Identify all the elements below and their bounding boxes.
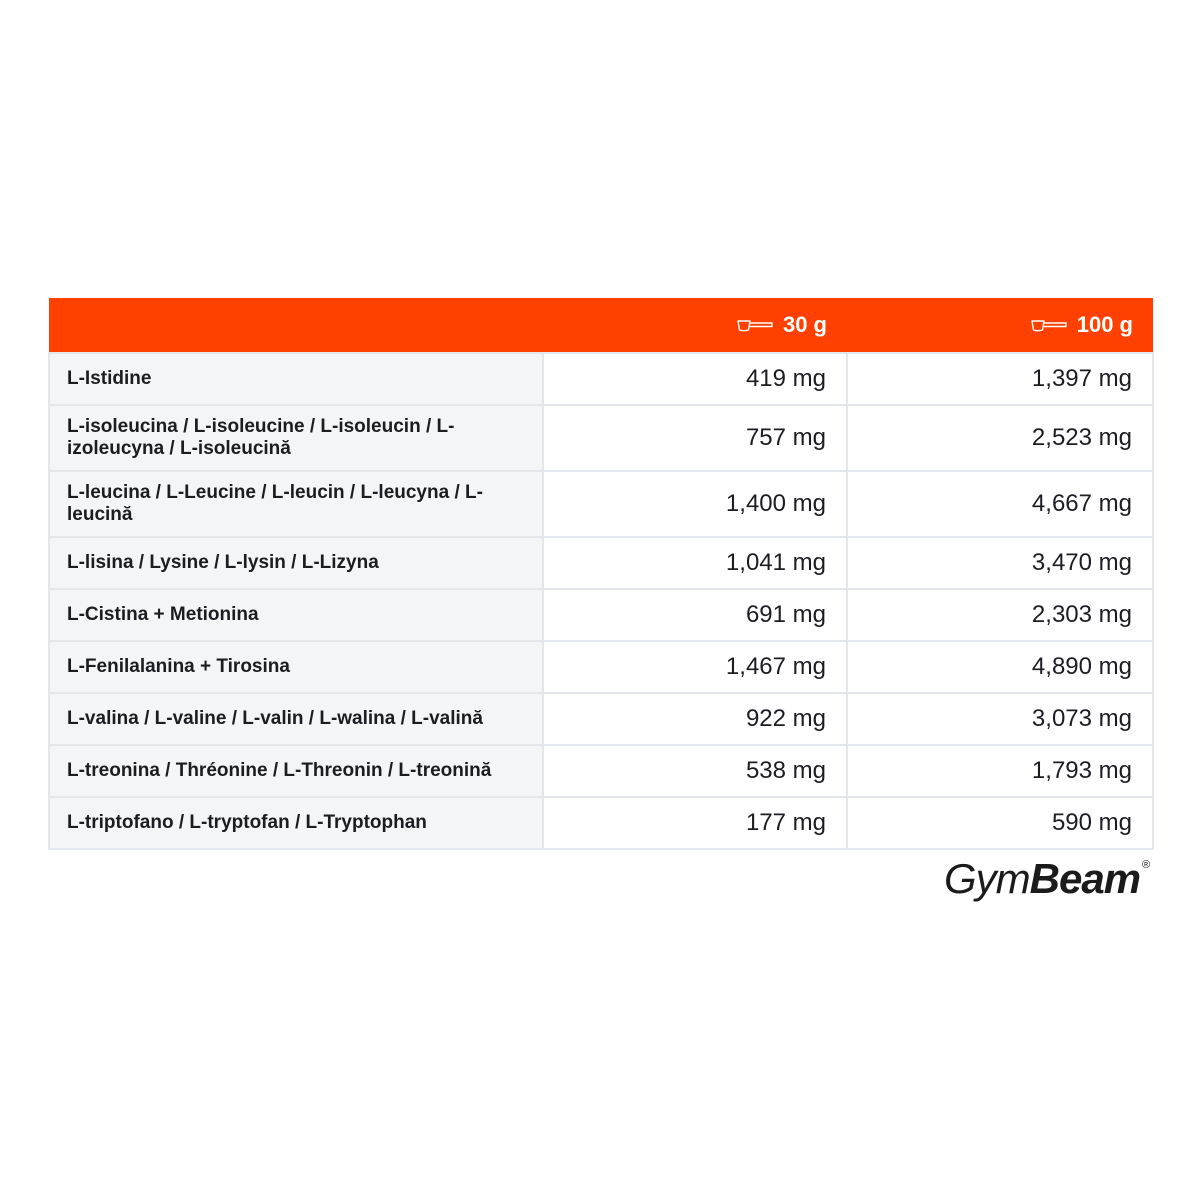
value-30g: 757 mg [543,405,847,471]
value-30g: 1,400 mg [543,471,847,537]
value-100g: 3,073 mg [847,693,1153,745]
header-name-column [49,298,543,353]
registered-mark: ® [1141,859,1151,871]
logo-text-beam: Beam [1029,855,1141,902]
amino-acid-name: L-lisina / Lysine / L-lysin / L-Lizyna [49,537,543,589]
header-30g-label: 30 g [782,312,827,337]
amino-acid-name: L-isoleucina / L-isoleucine / L-isoleucin / L-izoleucyna / L-isoleucină [49,405,543,471]
amino-acid-name: L-treonina / Thréonine / L-Threonin / L-treonină [49,745,543,797]
amino-acid-name: L-leucina / L-Leucine / L-leucin / L-leucyna / L-leucină [49,471,543,537]
value-100g: 590 mg [847,797,1153,849]
scoop-icon [737,318,773,332]
amino-acid-name: L-Fenilalanina + Tirosina [49,641,543,693]
value-30g: 922 mg [543,693,847,745]
logo-text-gym: Gym [944,855,1030,902]
value-30g: 1,041 mg [543,537,847,589]
table-row [49,693,1153,745]
header-100g-column [847,298,1153,353]
value-30g: 1,467 mg [543,641,847,693]
table-row [49,797,1153,849]
header-30g-column [543,298,847,353]
amino-acid-name: L-valina / L-valine / L-valin / L-walina / L-valină [49,693,543,745]
value-30g: 691 mg [543,589,847,641]
amino-acid-table [48,298,1154,850]
value-100g: 4,890 mg [847,641,1153,693]
value-30g: 177 mg [543,797,847,849]
table-header-row [49,298,1153,353]
value-30g: 419 mg [543,353,847,405]
table-row [49,471,1153,537]
table-row [49,745,1153,797]
table-row [49,537,1153,589]
header-100g-label: 100 g [1076,312,1133,337]
value-100g: 2,303 mg [847,589,1153,641]
gymbeam-logo [944,855,1151,903]
value-30g: 538 mg [543,745,847,797]
table-row [49,641,1153,693]
amino-acid-name: L-Istidine [49,353,543,405]
value-100g: 2,523 mg [847,405,1153,471]
table-row [49,405,1153,471]
value-100g: 3,470 mg [847,537,1153,589]
value-100g: 1,397 mg [847,353,1153,405]
table-row [49,589,1153,641]
value-100g: 4,667 mg [847,471,1153,537]
table-row [49,353,1153,405]
amino-acid-name: L-triptofano / L-tryptofan / L-Tryptophan [49,797,543,849]
amino-acid-name: L-Cistina + Metionina [49,589,543,641]
value-100g: 1,793 mg [847,745,1153,797]
scoop-icon [1031,318,1067,332]
